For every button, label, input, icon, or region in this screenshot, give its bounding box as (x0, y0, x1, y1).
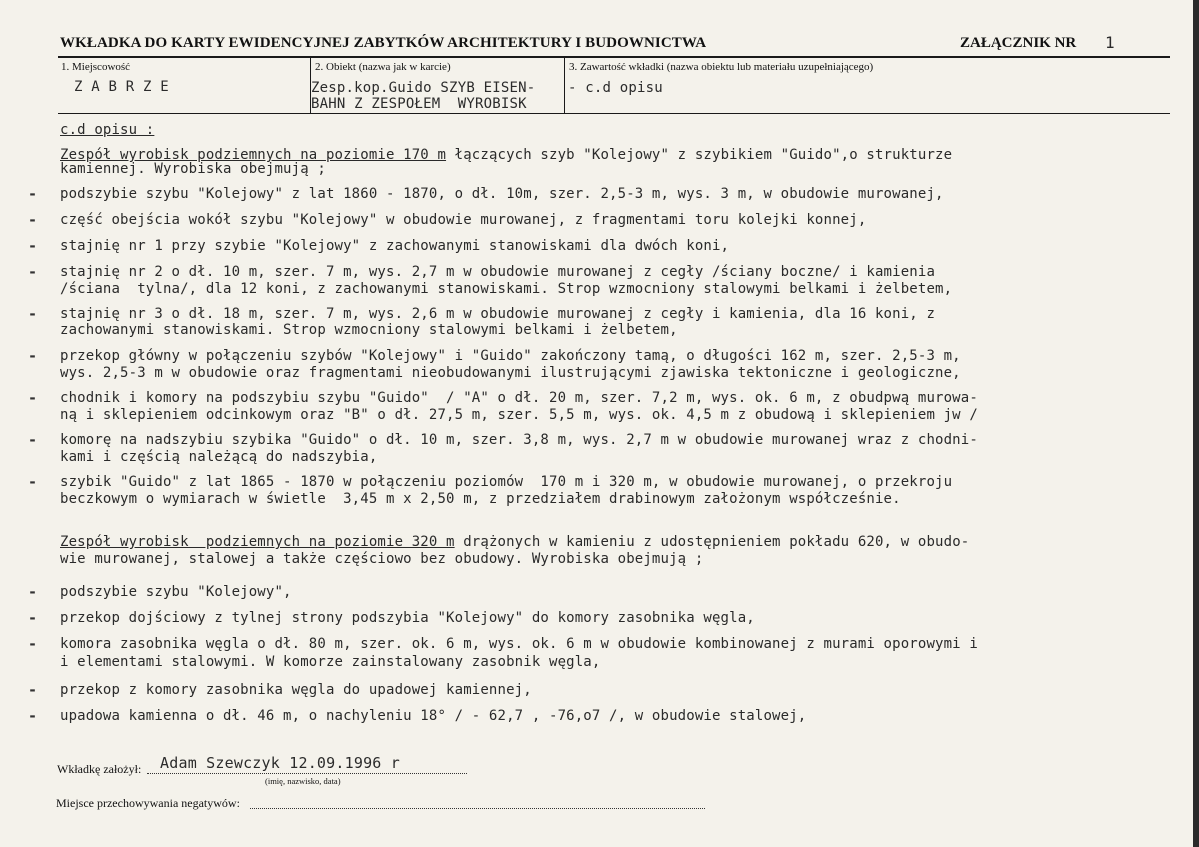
founded-by-line (147, 773, 467, 774)
location-label: 1. Miejscowość (61, 61, 131, 73)
level170-heading-line2: kamiennej. Wyrobiska obejmują ; (60, 161, 326, 177)
list-item: podszybie szybu "Kolejowy", (60, 584, 292, 600)
negatives-location-label: Miejsce przechowywania negatywów: (56, 796, 240, 810)
column-divider-2 (564, 57, 565, 113)
bullet-dash: - (28, 185, 38, 203)
scan-edge (1193, 0, 1199, 847)
bullet-dash: - (28, 389, 38, 407)
level170-heading-underlined: Zespół wyrobisk podziemnych na poziomie 170 m (60, 147, 447, 163)
level320-heading (60, 534, 969, 550)
list-item-continuation: wys. 2,5-3 m w obudowie oraz fragmentami nieobudowanymi ilustrującymi zjawiska tektoniczne i geologiczne, (60, 365, 961, 381)
document-title: WKŁADKA DO KARTY EWIDENCYJNEJ ZABYTKÓW ARCHITEKTURY I BUDOWNICTWA (60, 35, 707, 51)
list-item: chodnik i komory na podszybiu szybu "Guido" / "A" o dł. 20 m, szer. 7,2 m, wys. ok. 6 m, z obudpwą murowa- (60, 390, 978, 406)
header-rule-bottom (58, 113, 1170, 114)
object-label: 2. Obiekt (nazwa jak w karcie) (315, 61, 451, 73)
bullet-dash: - (28, 347, 38, 365)
bullet-dash: - (28, 473, 38, 491)
level320-heading-rest: drążonych w kamieniu z udostępnieniem pokładu 620, w obudo- (454, 534, 970, 550)
bullet-dash: - (28, 609, 38, 627)
bullet-dash: - (28, 583, 38, 601)
level320-heading-underlined: Zespół wyrobisk podziemnych na poziomie 320 m (60, 534, 455, 550)
list-item: komorę na nadszybiu szybika "Guido" o dł. 10 m, szer. 3,8 m, wys. 2,7 m w obudowie murowanej wraz z chodni- (60, 432, 978, 448)
intro-line: c.d opisu : (60, 122, 155, 138)
content-label: 3. Zawartość wkładki (nazwa obiektu lub materiału uzupełniającego) (569, 61, 874, 73)
bullet-dash: - (28, 305, 38, 323)
annex-label: ZAŁĄCZNIK NR (960, 35, 1077, 51)
founded-by-caption: (imię, nazwisko, data) (265, 776, 341, 786)
list-item: stajnię nr 1 przy szybie "Kolejowy" z zachowanymi stanowiskami dla dwóch koni, (60, 238, 730, 254)
list-item: przekop z komory zasobnika węgla do upadowej kamiennej, (60, 682, 532, 698)
list-item: część obejścia wokół szybu "Kolejowy" w obudowie murowanej, z fragmentami toru kolejki konnej, (60, 212, 867, 228)
list-item: przekop główny w połączeniu szybów "Kolejowy" i "Guido" zakończony tamą, o długości 162 m, szer. 2,5-3 m, (60, 348, 961, 364)
list-item: stajnię nr 2 o dł. 10 m, szer. 7 m, wys. 2,7 m w obudowie murowanej z cegły /ściany boczne/ i kamienia (60, 264, 936, 280)
level170-heading-rest: łączących szyb "Kolejowy" z szybikiem "Guido",o strukturze (446, 147, 953, 163)
location-value: Z A B R Z E (74, 79, 169, 95)
list-item: szybik "Guido" z lat 1865 - 1870 w połączeniu poziomów 170 m i 320 m, w obudowie murowanej, o przekroju (60, 474, 953, 490)
bullet-dash: - (28, 263, 38, 281)
list-item-continuation: i elementami stalowymi. W komorze zainstalowany zasobnik węgla, (60, 654, 601, 670)
bullet-dash: - (28, 431, 38, 449)
level320-heading-line2: wie murowanej, stalowej a także częściowo bez obudowy. Wyrobiska obejmują ; (60, 551, 704, 567)
founded-by-value: Adam Szewczyk 12.09.1996 r (160, 754, 400, 772)
list-item: komora zasobnika węgla o dł. 80 m, szer. ok. 6 m, wys. ok. 6 m w obudowie kombinowanej z murami oporowymi i (60, 636, 978, 652)
list-item: przekop dojściowy z tylnej strony podszybia "Kolejowy" do komory zasobnika węgla, (60, 610, 755, 626)
bullet-dash: - (28, 707, 38, 725)
list-item: upadowa kamienna o dł. 46 m, o nachyleniu 18° / - 62,7 , -76,o7 /, w obudowie stalowej, (60, 708, 807, 724)
header-rule-top (58, 56, 1170, 58)
list-item-continuation: kami i częścią należącą do nadszybia, (60, 449, 378, 465)
bullet-dash: - (28, 211, 38, 229)
object-value-line2: BAHN Z ZESPOŁEM WYROBISK (311, 96, 527, 112)
bullet-dash: - (28, 237, 38, 255)
list-item-continuation: zachowanymi stanowiskami. Strop wzmocniony stalowymi belkami i żelbetem, (60, 322, 678, 338)
annex-number: 1 (1105, 33, 1115, 52)
list-item-continuation: /ściana tylna/, dla 12 koni, z zachowanymi stanowiskami. Strop wzmocniony stalowymi belkami i żelbetem, (60, 281, 953, 297)
founded-by-label: Wkładkę założył: (57, 762, 142, 776)
object-value-line1: Zesp.kop.Guido SZYB EISEN- (311, 80, 536, 96)
list-item: stajnię nr 3 o dł. 18 m, szer. 7 m, wys. 2,6 m w obudowie murowanej z cegły i kamienia, dla 16 koni, z (60, 306, 936, 322)
bullet-dash: - (28, 635, 38, 653)
content-value: - c.d opisu (568, 80, 663, 96)
list-item-continuation: ną i sklepieniem odcinkowym oraz "B" o dł. 27,5 m, szer. 5,5 m, wys. ok. 4,5 m z obudową i sklepieniem jw / (60, 407, 978, 423)
list-item-continuation: beczkowym o wymiarach w świetle 3,45 m x 2,50 m, z przedziałem drabinowym założonym współcześnie. (60, 491, 901, 507)
list-item: podszybie szybu "Kolejowy" z lat 1860 - 1870, o dł. 10m, szer. 2,5-3 m, wys. 3 m, w obudowie murowanej, (60, 186, 944, 202)
bullet-dash: - (28, 681, 38, 699)
negatives-location-line (250, 808, 705, 809)
